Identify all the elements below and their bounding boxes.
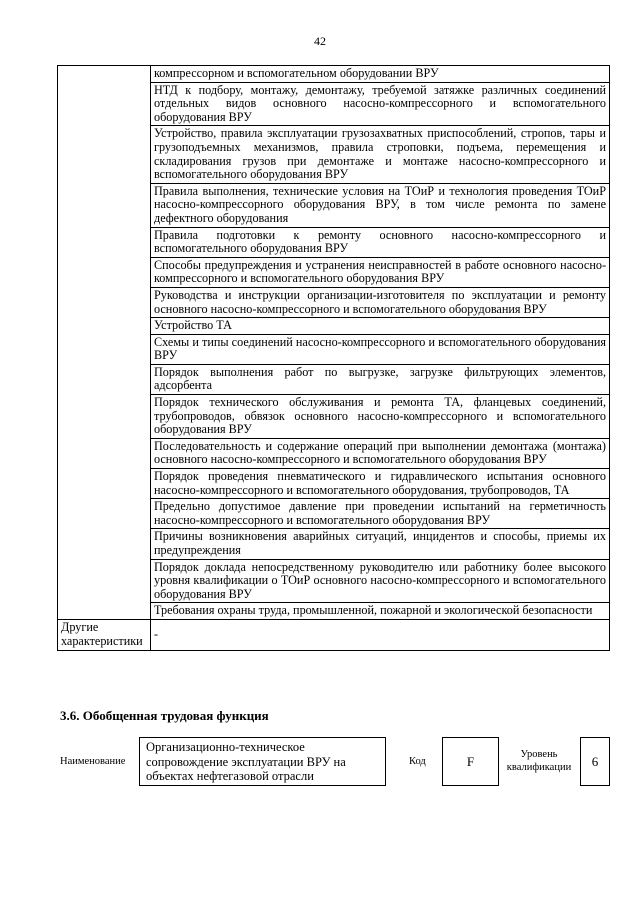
page-number: 42 [314, 34, 326, 48]
requirements-table-body [58, 66, 610, 651]
other-characteristics-value: - [151, 619, 610, 650]
qualification-level-label: Уровень квалификации [506, 749, 572, 773]
knowledge-item: НТД к подбору, монтажу, демонтажу, требуемой затяжке различных соединений отдельных видов основного насосно-компрессорного и вспомогательного оборудования ВРУ [151, 82, 610, 126]
knowledge-item: Руководства и инструкции организации-изготовителя по эксплуатации и ремонту основного насосно-компрессорного и вспомогательного оборудования ВРУ [151, 287, 610, 317]
knowledge-item: Последовательность и содержание операций при выполнении демонтажа (монтажа) основного насосно-компрессорного и вспомогательного оборудования ВРУ [151, 438, 610, 468]
knowledge-item: Порядок проведения пневматического и гидравлического испытания основного насосно-компрессорного и вспомогательного оборудования, трубопроводов, ТА [151, 469, 610, 499]
knowledge-item: Порядок доклада непосредственному руководителю или работнику более высокого уровня квалификации о ТОиР основного насосно-компрессорного и вспомогательного оборудования ВРУ [151, 559, 610, 603]
other-characteristics-label: Другие характеристики [58, 619, 151, 650]
knowledge-item: Причины возникновения аварийных ситуаций, инцидентов и способы, приемы их предупреждения [151, 529, 610, 559]
knowledge-item: Предельно допустимое давление при проведении испытаний на герметичность насосно-компрессорного и вспомогательного оборудования ВРУ [151, 499, 610, 529]
code-label: Код [409, 756, 426, 767]
knowledge-item: Схемы и типы соединений насосно-компрессорного и вспомогательного оборудования ВРУ [151, 334, 610, 364]
name-label: Наименование [60, 756, 126, 767]
knowledge-item: компрессорном и вспомогательном оборудовании ВРУ [151, 66, 610, 83]
code-value-box: F [442, 737, 499, 786]
table-row-other [58, 619, 610, 650]
knowledge-item: Порядок выполнения работ по выгрузке, загрузке фильтрующих элементов, адсорбента [151, 364, 610, 394]
requirements-table [57, 65, 610, 651]
knowledge-item: Правила подготовки к ремонту основного насосно-компрессорного и вспомогательного оборудования ВРУ [151, 227, 610, 257]
knowledge-item: Устройство ТА [151, 318, 610, 335]
section-title: 3.6. Обобщенная трудовая функция [60, 708, 269, 723]
knowledge-item: Порядок технического обслуживания и ремонта ТА, фланцевых соединений, трубопроводов, обвязок основного насосно-компрессорного и вспомогательного оборудования ВРУ [151, 395, 610, 439]
knowledge-item: Способы предупреждения и устранения неисправностей в работе основного насосно-компрессорного и вспомогательного оборудования ВРУ [151, 257, 610, 287]
knowledge-item: Требования охраны труда, промышленной, пожарной и экологической безопасности [151, 603, 610, 620]
name-value-box: Организационно-техническое сопровождение эксплуатации ВРУ на объектах нефтегазовой отрасли [139, 737, 386, 786]
required-knowledge-label-cell [58, 66, 151, 620]
qualification-level-box: 6 [580, 737, 610, 786]
table-row [58, 66, 610, 83]
knowledge-item: Правила выполнения, технические условия на ТОиР и технология проведения ТОиР насосно-компрессорного оборудования ВРУ, в том числе ремонта по замене дефектного оборудования [151, 183, 610, 227]
knowledge-item: Устройство, правила эксплуатации грузозахватных приспособлений, стропов, тары и грузоподъемных механизмов, правила строповки, подъема, перемещения и складирования грузов при демонтаже и монтаже насосно-компрессорного и вспомогательного оборудования ВРУ [151, 126, 610, 183]
